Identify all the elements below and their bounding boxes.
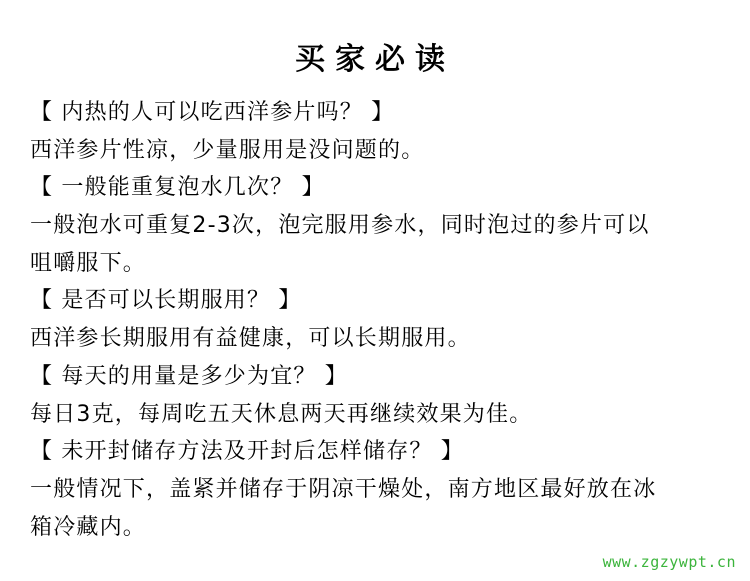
site-watermark: www.zgzywpt.cn [602, 553, 736, 571]
answer-5-line-1: 一般情况下，盖紧并储存于阴凉干燥处，南方地区最好放在冰 [30, 476, 657, 502]
answer-2-line-2: 咀嚼服下。 [30, 250, 147, 276]
page-title: 买家必读 [295, 42, 455, 77]
question-5: 【 未开封储存方法及开封后怎样储存？ 】 [30, 439, 464, 465]
answer-4: 每日3克，每周吃五天休息两天再继续效果为佳。 [30, 401, 533, 427]
faq-content [30, 94, 720, 546]
answer-3: 西洋参长期服用有益健康，可以长期服用。 [30, 326, 471, 352]
answer-1: 西洋参片性凉，少量服用是没问题的。 [30, 137, 425, 163]
answer-5-line-2: 箱冷藏内。 [30, 514, 147, 540]
question-1: 【 内热的人可以吃西洋参片吗？ 】 [30, 100, 395, 125]
question-3: 【 是否可以长期服用？ 】 [30, 288, 302, 314]
question-2: 【 一般能重复泡水几次？ 】 [30, 175, 325, 201]
answer-2-line-1: 一般泡水可重复2-3次，泡完服用参水，同时泡过的参片可以 [30, 213, 650, 239]
question-4: 【 每天的用量是多少为宜？ 】 [30, 363, 348, 389]
